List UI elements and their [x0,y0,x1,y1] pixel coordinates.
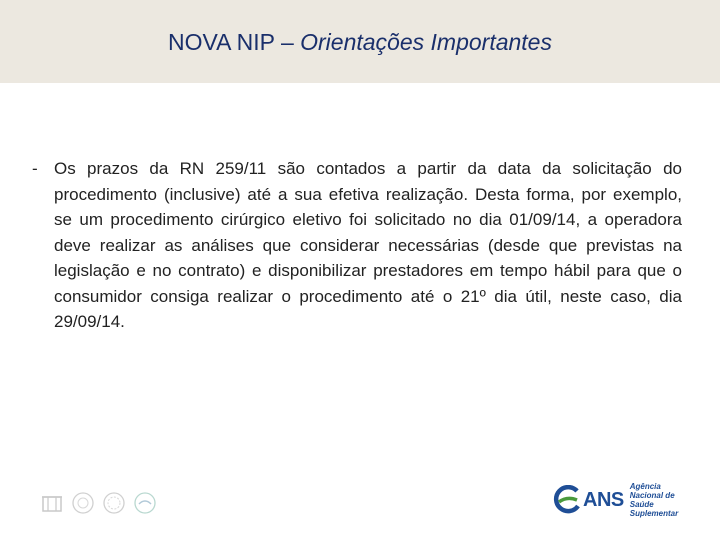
ans-logo [551,482,699,518]
slide-body [32,156,682,335]
bullet-marker: - [32,159,38,178]
footer-seals [40,487,157,519]
logo-name: ANS [583,488,624,511]
slide-title [0,29,720,56]
logo-subtitle: Agência Nacional de Saúde Suplementar [629,482,679,518]
ans-swoosh-icon [551,485,581,515]
body-paragraph: Os prazos da RN 259/11 são contados a partir da data da solicitação do procedimento (inclusive) até a sua efetiva realização. Desta forma, por exemplo, se um procedimento cirúrgico eletivo foi solicitado no dia 01/09/14, a operadora deve realizar as análises que considerar necessárias (desde que previstas na legislação e no contrato) e disponibilizar prestadores em tempo hábil para que o consumidor consiga realizar o procedimento até o 21º dia útil, neste caso, dia 29/09/14. [54,159,682,331]
title-main: NOVA NIP – [168,29,294,55]
round-seal-icon [71,491,95,515]
round-seal-icon [133,491,157,515]
building-seal-icon [40,491,64,515]
round-seal-icon [102,491,126,515]
title-italic: Orientações Importantes [300,29,552,55]
